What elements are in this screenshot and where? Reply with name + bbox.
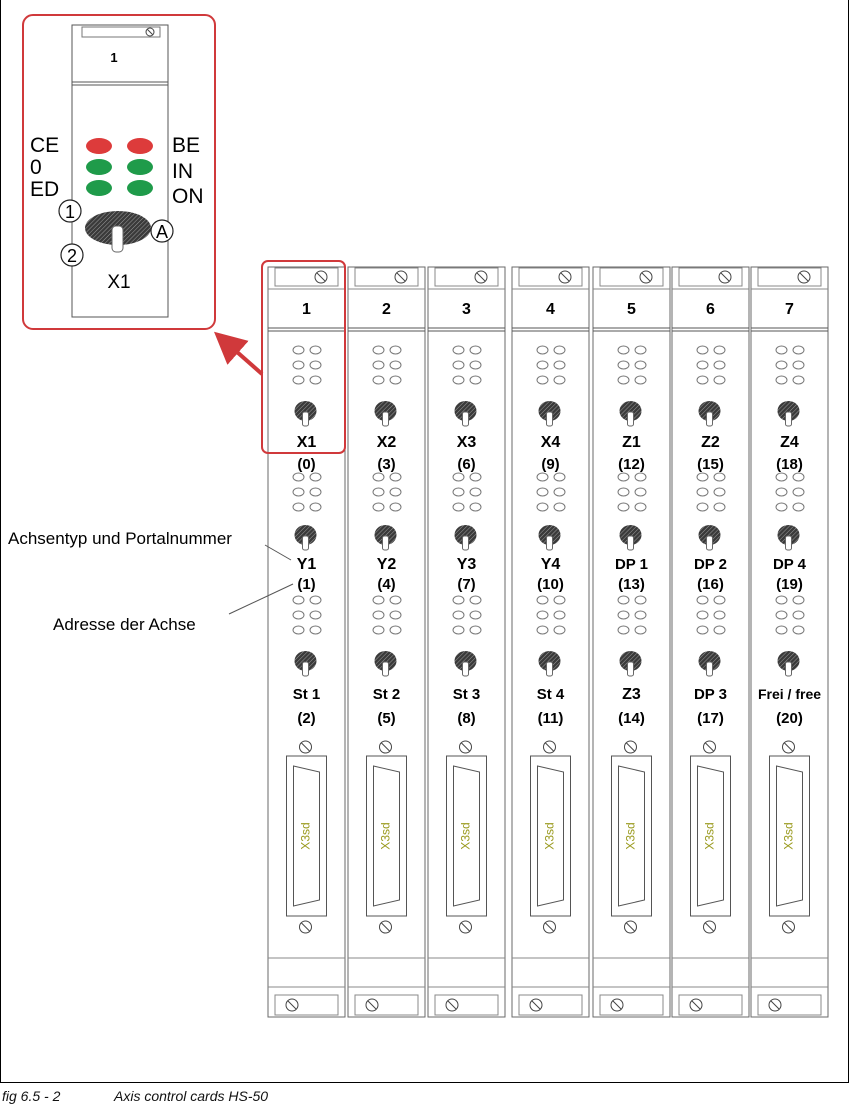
marker-2-label: 2 [66,246,78,266]
card-4-axis-type-1: X4 [540,434,561,451]
card-2-led-1-icon [373,376,384,384]
card-7-led-2-icon [793,488,804,496]
card-3-axis-type-3: St 3 [452,686,481,703]
card-4-led-2-icon [554,503,565,511]
card-3-led-1-icon [453,346,464,354]
card-4-led-3-icon [554,596,565,604]
card-7-led-1-icon [776,346,787,354]
card-6-led-1-icon [714,376,725,384]
card-1-bottom-plate [275,995,338,1015]
axis-address-annotation: Adresse der Achse [53,615,196,634]
card-1-axis-address-3: (2) [297,710,316,727]
card-1-led-1-icon [293,376,304,384]
card-6-led-1-icon [697,346,708,354]
card-6-led-2-icon [697,488,708,496]
card-6-led-3-icon [697,626,708,634]
card-2-axis-type-3: St 2 [372,686,401,703]
card-6-axis-type-3: DP 3 [693,686,728,703]
card-3-led-3-icon [470,626,481,634]
card-3-led-2-icon [470,488,481,496]
card-6-axis-address-1: (15) [697,456,724,473]
card-5-axis-type-1: Z1 [622,434,641,451]
led-ce-icon [86,138,112,154]
card-3-axis-type-2: Y3 [456,556,477,573]
card-5-led-1-icon [618,361,629,369]
card-2-led-3-icon [373,596,384,604]
card-5-led-1-icon [635,376,646,384]
card-5-led-2-icon [635,503,646,511]
card-7-switch-1-pointer [786,412,792,426]
figure-caption [2,1088,268,1104]
card-5-axis-address-1: (12) [618,456,645,473]
card-1-led-2-icon [310,488,321,496]
card-2-led-2-icon [390,473,401,481]
card-7-axis-type-1: Z4 [780,434,799,451]
led-label-left-2: 0 [30,156,42,179]
caption-number: fig 6.5 - 2 [2,1088,61,1104]
card-3-top-plate [435,268,498,286]
card-1-switch-2-pointer [303,536,309,550]
card-4-switch-3-pointer [547,662,553,676]
card-1-top-plate [275,268,338,286]
card-6-switch-1-pointer [707,412,713,426]
card-1-led-2-icon [293,503,304,511]
card-3-switch-2-pointer [463,536,469,550]
card-4-led-1-icon [537,346,548,354]
card-5-slot-number: 5 [627,301,636,318]
card-4-top-plate [519,268,582,286]
card-4-axis-address-1: (9) [541,456,560,473]
card-4-led-3-icon [537,611,548,619]
card-7-led-1-icon [776,376,787,384]
card-1-led-3-icon [310,596,321,604]
card-3-connector-label: X3sd [458,822,473,850]
card-6-led-1-icon [714,346,725,354]
card-2-led-2-icon [373,488,384,496]
card-7-switch-3-pointer [786,662,792,676]
card-7-led-2-icon [776,473,787,481]
card-7-led-1-icon [793,361,804,369]
card-4-bottom-plate [519,995,582,1015]
card-2-led-2-icon [373,503,384,511]
card-6-led-1-icon [697,361,708,369]
card-1-axis-type-1: X1 [296,434,317,451]
card-2-led-2-icon [390,503,401,511]
card-5-led-1-icon [618,376,629,384]
card-2-connector-label: X3sd [378,822,393,850]
card-6-top-plate [679,268,742,286]
inset-switch-pointer [112,226,123,252]
card-5-led-2-icon [618,488,629,496]
card-2-led-3-icon [373,611,384,619]
card-1-led-1-icon [310,376,321,384]
card-1-led-2-icon [293,473,304,481]
card-7-led-1-icon [776,361,787,369]
card-3-led-3-icon [453,596,464,604]
card-1-connector-label: X3sd [298,822,313,850]
card-7-led-3-icon [793,626,804,634]
card-5-led-1-icon [635,346,646,354]
card-7-bottom-plate [758,995,821,1015]
card-5-led-3-icon [635,626,646,634]
card-5-led-3-icon [635,596,646,604]
card-1-led-2-icon [310,473,321,481]
card-4-led-2-icon [537,473,548,481]
card-6-led-2-icon [697,503,708,511]
card-6-bottom-plate [679,995,742,1015]
card-2-led-3-icon [373,626,384,634]
card-5-led-1-icon [635,361,646,369]
card-5-axis-address-2: (13) [618,576,645,593]
card-5-led-2-icon [635,473,646,481]
card-6-axis-type-1: Z2 [701,434,720,451]
inset-switch-label: X1 [107,272,131,293]
card-1-led-3-icon [293,611,304,619]
card-5-switch-2-pointer [628,536,634,550]
card-3-led-2-icon [470,473,481,481]
card-5-led-3-icon [635,611,646,619]
card-6-led-3-icon [714,611,725,619]
card-2-led-2-icon [373,473,384,481]
card-5-led-2-icon [618,503,629,511]
card-7-led-3-icon [793,611,804,619]
card-3-led-1-icon [470,376,481,384]
card-7-slot-number: 7 [785,301,794,318]
card-5-led-3-icon [618,596,629,604]
card-3-led-1-icon [453,361,464,369]
card-6-axis-address-2: (16) [697,576,724,593]
card-7-axis-type-3: Frei / free [757,686,822,702]
card-7-axis-address-3: (20) [776,710,803,727]
card-6-led-3-icon [714,596,725,604]
card-7-led-3-icon [793,596,804,604]
card-2-axis-address-2: (4) [377,576,396,593]
card-6-axis-address-3: (17) [697,710,724,727]
card-5-axis-type-2: DP 1 [614,556,649,573]
card-3-led-3-icon [453,626,464,634]
card-4-led-1-icon [537,376,548,384]
card-7-led-1-icon [793,346,804,354]
card-1-slot-number: 1 [302,301,311,318]
card-1-led-3-icon [293,596,304,604]
card-6-axis-type-2: DP 2 [693,556,728,573]
card-5-led-3-icon [618,626,629,634]
card-5-led-2-icon [618,473,629,481]
card-4-axis-address-3: (11) [537,710,564,727]
card-7-led-2-icon [776,488,787,496]
card-1-led-3-icon [310,626,321,634]
card-1-axis-address-1: (0) [297,456,316,473]
card-7-led-2-icon [793,473,804,481]
card-3-led-2-icon [453,503,464,511]
card-2-switch-1-pointer [383,412,389,426]
card-4-switch-1-pointer [547,412,553,426]
card-3-axis-address-2: (7) [457,576,476,593]
card-2-axis-type-2: Y2 [376,556,397,573]
caption-text: Axis control cards HS-50 [114,1088,269,1104]
card-3-slot-number: 3 [462,301,471,318]
card-2-led-1-icon [373,346,384,354]
card-3-switch-3-pointer [463,662,469,676]
led-label-right-2: IN [172,160,193,183]
card-5-axis-type-3: Z3 [622,686,641,703]
card-7-led-1-icon [793,376,804,384]
card-7-led-3-icon [776,596,787,604]
card-1-switch-3-pointer [303,662,309,676]
card-7-connector-label: X3sd [781,822,796,850]
card-7-axis-type-2: DP 4 [772,556,807,573]
card-6-led-2-icon [714,503,725,511]
marker-a-label: A [155,222,169,242]
card-4-axis-address-2: (10) [537,576,564,593]
card-7-led-2-icon [793,503,804,511]
card-5-switch-3-pointer [628,662,634,676]
led-label-right-3: ON [172,185,204,208]
card-6-led-3-icon [697,611,708,619]
card-6-led-1-icon [697,376,708,384]
card-1-led-1-icon [310,361,321,369]
card-2-led-2-icon [390,488,401,496]
card-1-led-3-icon [310,611,321,619]
led-on-icon [127,180,153,196]
card-5-led-2-icon [635,488,646,496]
card-1-switch-1-pointer [303,412,309,426]
card-4-led-1-icon [554,346,565,354]
card-4-led-1-icon [554,376,565,384]
card-2-switch-2-pointer [383,536,389,550]
led-be-icon [127,138,153,154]
card-6-led-3-icon [714,626,725,634]
card-1-axis-type-3: St 1 [292,686,321,703]
card-3-led-1-icon [470,346,481,354]
card-7-top-plate [758,268,821,286]
inset-detail [23,15,215,329]
card-6-slot-number: 6 [706,301,715,318]
card-4-slot-number: 4 [546,301,555,318]
card-5-connector-label: X3sd [623,822,638,850]
card-3-axis-type-1: X3 [456,434,477,451]
card-2-led-3-icon [390,626,401,634]
card-3-led-3-icon [470,596,481,604]
card-2-led-1-icon [390,346,401,354]
card-6-led-2-icon [714,473,725,481]
inset-slot-number: 1 [110,50,118,65]
card-4-led-3-icon [537,596,548,604]
card-4-led-2-icon [537,488,548,496]
card-5-bottom-plate [600,995,663,1015]
card-7-led-3-icon [776,611,787,619]
card-3-led-2-icon [453,488,464,496]
led-label-left-3: ED [30,178,60,201]
card-2-axis-type-1: X2 [376,434,397,451]
card-4-led-1-icon [537,361,548,369]
card-3-led-3-icon [470,611,481,619]
card-1-led-1-icon [293,361,304,369]
card-2-axis-address-3: (5) [377,710,396,727]
card-2-led-3-icon [390,611,401,619]
card-5-switch-1-pointer [628,412,634,426]
card-7-led-3-icon [776,626,787,634]
card-6-led-3-icon [697,596,708,604]
card-3-switch-1-pointer [463,412,469,426]
card-4-axis-type-2: Y4 [540,556,561,573]
card-2-top-plate [355,268,418,286]
card-6-led-1-icon [714,361,725,369]
card-7-led-2-icon [776,503,787,511]
led-0-icon [86,159,112,175]
card-7-axis-address-1: (18) [776,456,803,473]
card-2-bottom-plate [355,995,418,1015]
card-4-led-3-icon [537,626,548,634]
card-1-led-2-icon [310,503,321,511]
card-2-switch-3-pointer [383,662,389,676]
card-3-led-2-icon [470,503,481,511]
card-2-led-1-icon [390,376,401,384]
card-1-led-1-icon [310,346,321,354]
card-1-led-1-icon [293,346,304,354]
card-3-led-1-icon [470,361,481,369]
card-6-switch-2-pointer [707,536,713,550]
card-7-axis-address-2: (19) [776,576,803,593]
card-2-led-3-icon [390,596,401,604]
led-ed-icon [86,180,112,196]
card-2-led-1-icon [390,361,401,369]
card-2-led-1-icon [373,361,384,369]
card-5-led-1-icon [618,346,629,354]
card-6-switch-3-pointer [707,662,713,676]
card-2-slot-number: 2 [382,301,391,318]
card-6-led-2-icon [714,488,725,496]
card-1-led-3-icon [293,626,304,634]
card-4-led-3-icon [554,611,565,619]
led-label-right-1: BE [172,134,201,157]
axis-type-annotation: Achsentyp und Portalnummer [8,529,232,548]
card-1-led-2-icon [293,488,304,496]
highlight-arrow-icon [220,337,262,374]
card-5-top-plate [600,268,663,286]
card-3-axis-address-3: (8) [457,710,476,727]
card-4-led-1-icon [554,361,565,369]
card-6-led-2-icon [697,473,708,481]
card-4-led-2-icon [537,503,548,511]
card-1-axis-type-2: Y1 [296,556,317,573]
card-4-connector-label: X3sd [542,822,557,850]
led-in-icon [127,159,153,175]
card-rack [268,267,828,1017]
card-3-led-3-icon [453,611,464,619]
card-4-axis-type-3: St 4 [536,686,565,703]
card-5-axis-address-3: (14) [618,710,645,727]
card-4-switch-2-pointer [547,536,553,550]
card-3-led-1-icon [453,376,464,384]
card-4-led-2-icon [554,488,565,496]
card-2-axis-address-1: (3) [377,456,396,473]
card-5-led-3-icon [618,611,629,619]
card-7-switch-2-pointer [786,536,792,550]
card-1-axis-address-2: (1) [297,576,316,593]
card-3-led-2-icon [453,473,464,481]
card-4-led-2-icon [554,473,565,481]
card-3-axis-address-1: (6) [457,456,476,473]
card-4-led-3-icon [554,626,565,634]
marker-1-label: 1 [64,202,76,222]
card-6-connector-label: X3sd [702,822,717,850]
led-label-left-1: CE [30,134,60,157]
card-3-bottom-plate [435,995,498,1015]
